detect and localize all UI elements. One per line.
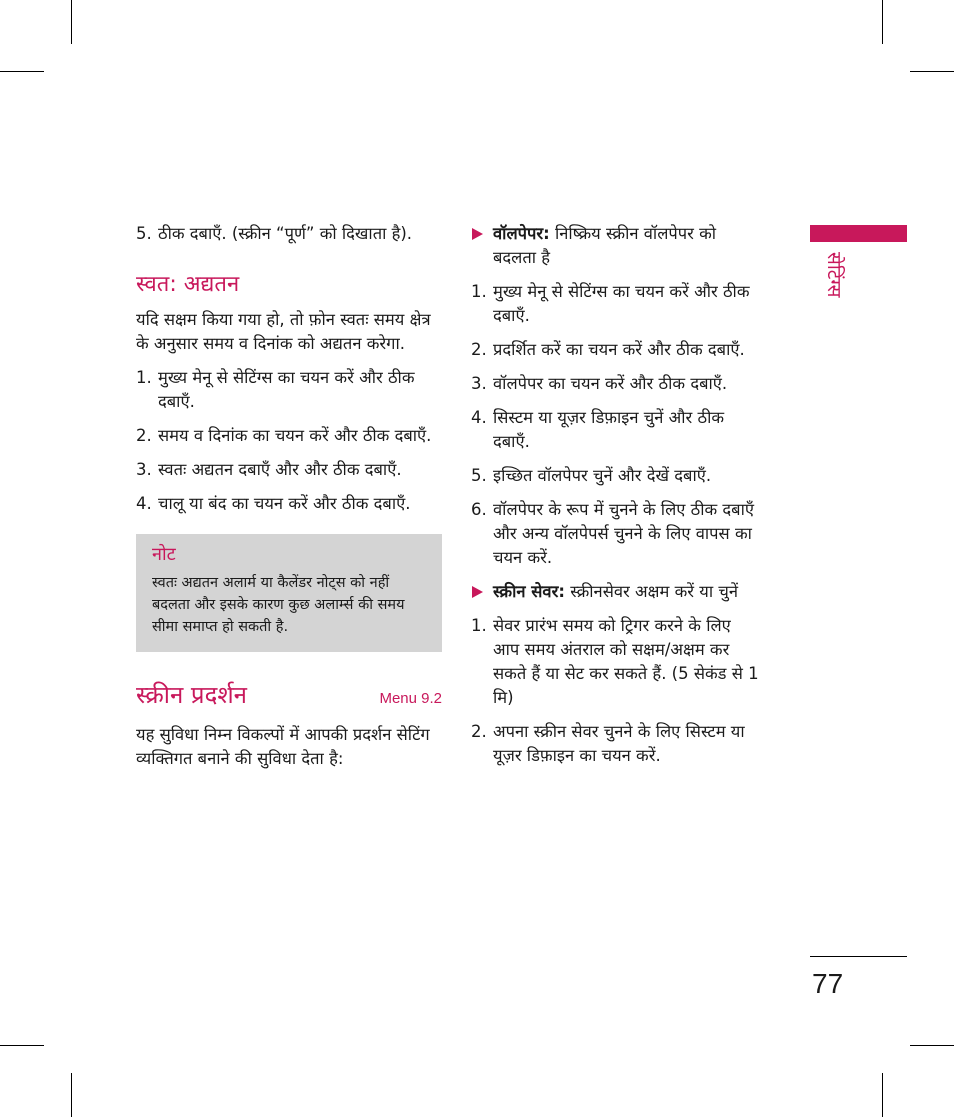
screensaver-text: स्क्रीनसेवर अक्षम करें या चुनें [564,582,738,601]
step-number: 5. [471,466,487,485]
list-item [471,498,761,570]
list-item [136,492,442,516]
step-text: चालू या बंद का चयन करें और ठीक दबाएँ. [158,494,411,513]
wallpaper-section [471,222,761,270]
screen-display-heading: स्क्रीन प्रदर्शन [136,681,247,709]
bullet-triangle-icon [472,586,483,598]
screensaver-label: स्क्रीन सेवर: [493,582,565,601]
step-text: समय व दिनांक का चयन करें और ठीक दबाएँ. [158,426,432,445]
crop-mark [71,0,72,44]
step-number: 5. [136,224,152,243]
crop-mark [882,0,883,44]
step-number: 3. [471,374,487,393]
list-item [471,614,761,710]
step-text: सेवर प्रारंभ समय को ट्रिगर करने के लिए आप समय अंतराल को सक्षम/अक्षम कर सकते हैं या सेट कर सकते हैं. (5 सेकंड से 1 मि) [493,616,759,707]
step-text: वॉलपेपर का चयन करें और ठीक दबाएँ. [493,374,728,393]
right-column [471,222,761,778]
step-text: अपना स्क्रीन सेवर चुनने के लिए सिस्टम या यूज़र डिफ़ाइन का चयन करें. [493,722,745,765]
wallpaper-steps [471,280,761,570]
auto-update-description: यदि सक्षम किया गया हो, तो फ़ोन स्वतः समय क्षेत्र के अनुसार समय व दिनांक को अद्यतन करेगा. [136,310,431,353]
list-item [471,406,761,454]
step-number: 2. [471,722,487,741]
page-number: 77 [812,968,844,999]
step-number: 1. [471,616,487,635]
left-column [136,222,442,771]
crop-mark [71,1073,72,1117]
crop-mark [910,71,954,72]
step-number: 2. [471,340,487,359]
crop-mark [0,1045,44,1046]
section-tab-label: सेटिंग्स [823,252,845,298]
auto-update-heading: स्वत: अद्यतन [136,272,240,297]
crop-mark [882,1073,883,1117]
section-tab-bar [810,225,907,242]
screensaver-section [471,580,761,604]
auto-update-steps [136,366,442,516]
page-number-divider [810,956,907,957]
list-item [136,458,442,482]
list-item [471,464,761,488]
list-item [471,280,761,328]
step-number: 3. [136,460,152,479]
list-item [136,366,442,414]
step-number: 1. [136,368,152,387]
step-number: 2. [136,426,152,445]
note-text: स्वतः अद्यतन अलार्म या कैलेंडर नोट्स को नहीं बदलता और इसके कारण कुछ अलार्म्स की समय सीमा समाप्त हो सकती है. [152,575,405,635]
list-item [471,720,761,768]
wallpaper-text: निष्क्रिय स्क्रीन वॉलपेपर को बदलता है [493,224,717,267]
step-text: सिस्टम या यूज़र डिफ़ाइन चुनें और ठीक दबाएँ. [493,408,725,451]
crop-mark [910,1045,954,1046]
menu-number-label: Menu 9.2 [379,690,442,707]
step-text: स्वतः अद्यतन दबाएँ और और ठीक दबाएँ. [158,460,402,479]
step-number: 4. [471,408,487,427]
step-text: इच्छित वॉलपेपर चुनें और देखें दबाएँ. [493,466,712,485]
note-title: नोट [152,544,176,565]
step-text: मुख्य मेनू से सेटिंग्स का चयन करें और ठीक दबाएँ. [493,282,750,325]
screensaver-steps [471,614,761,768]
list-item [136,424,442,448]
wallpaper-intro [493,222,761,270]
screen-display-description: यह सुविधा निम्न विकल्पों में आपकी प्रदर्शन सेटिंग व्यक्तिगत बनाने की सुविधा देता है: [136,725,430,768]
note-box [136,534,442,652]
step-text: ठीक दबाएँ. (स्क्रीन “पूर्ण” को दिखाता है). [158,224,413,243]
crop-mark [0,71,44,72]
step-number: 1. [471,282,487,301]
step-number: 4. [136,494,152,513]
step-text: प्रदर्शित करें का चयन करें और ठीक दबाएँ. [493,340,745,359]
step-text: मुख्य मेनू से सेटिंग्स का चयन करें और ठीक दबाएँ. [158,368,415,411]
screen-display-header [136,678,442,711]
wallpaper-label: वॉलपेपर: [493,224,550,243]
list-item [471,372,761,396]
step-number: 6. [471,500,487,519]
step-text: वॉलपेपर के रूप में चुनने के लिए ठीक दबाएँ और अन्य वॉलपेपर्स चुनने के लिए वापस का चयन करें. [493,500,754,567]
intro-steps [136,222,442,246]
list-item [471,338,761,362]
list-item [136,222,442,246]
screensaver-intro [493,580,761,604]
bullet-triangle-icon [472,228,483,240]
